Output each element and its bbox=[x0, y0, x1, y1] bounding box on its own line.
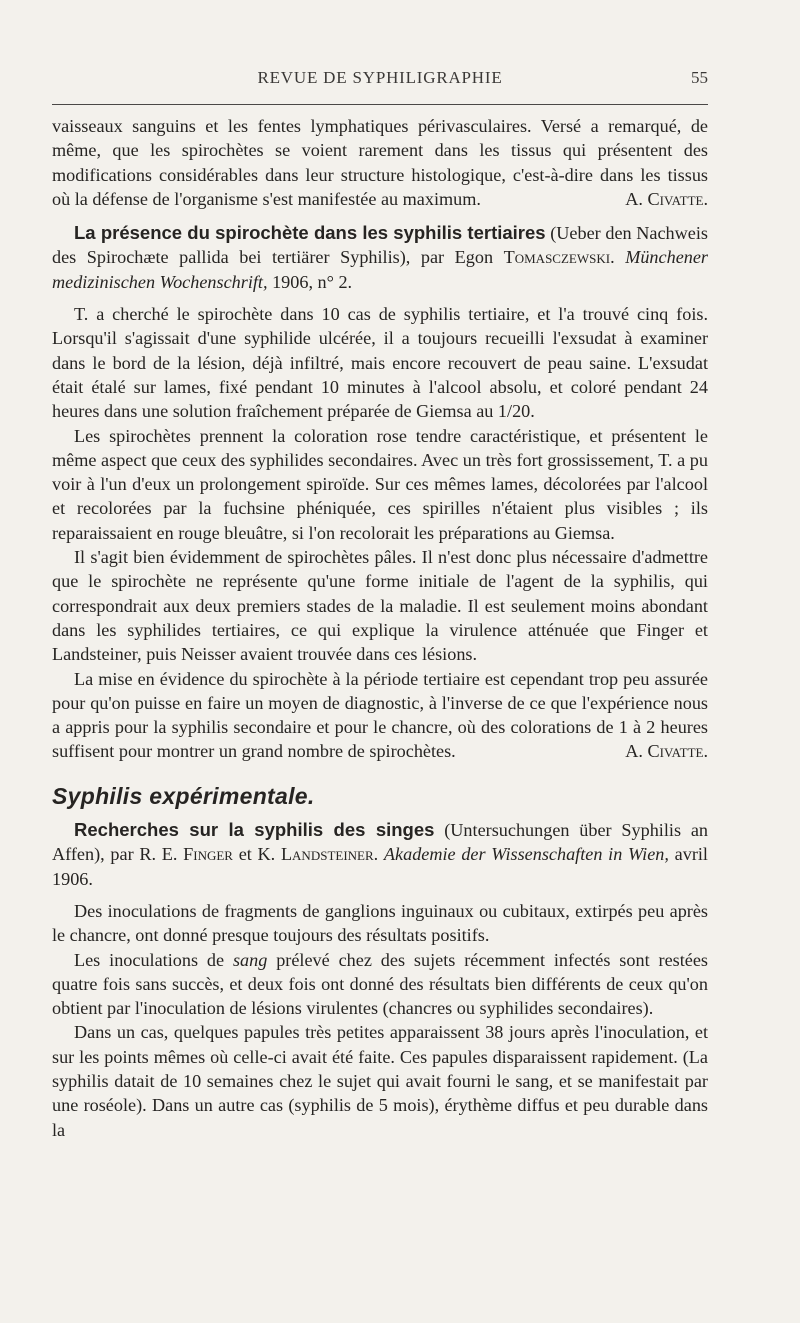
emphasis-word: sang bbox=[232, 949, 268, 970]
page-number: 55 bbox=[691, 68, 708, 87]
paragraph: Dans un cas, quelques papules très petites apparaissent 38 jours après l'inoculation, et sur les points mêmes où celle-ci avait été faite. Ces papules disparaissent rapidement. (La syphilis datait de 10 semaines chez le sujet qui avait fourni le sang, et se manifestait par une roséole). Dans un autre cas (syphilis de 5 mois), érythème diffus et peu durable dans la bbox=[52, 1022, 708, 1140]
header-rule bbox=[52, 104, 708, 105]
paragraph bbox=[52, 667, 708, 764]
paragraph: Il s'agit bien évidemment de spirochètes pâles. Il n'est donc plus nécessaire d'admettre que le spirochète ne représente qu'une forme initiale de l'agent de la syphilis, qui correspondrait aux deux premiers stades de la maladie. Il est seulement moins abondant dans les syphilides tertiaires, ce qui explique la virulence atténuée que Finger et Landsteiner, puis Neisser avaient trouvée dans ces lésions. bbox=[52, 547, 708, 665]
article-date: avril 1906. bbox=[52, 844, 708, 889]
article-journal: Münchener medizinischen Wochenschrift, bbox=[52, 247, 709, 292]
signature: A. Civatte. bbox=[625, 741, 708, 762]
article-author: Finger bbox=[183, 844, 233, 865]
paragraph: Les spirochètes prennent la coloration rose tendre caractéristique, et présentent le même aspect que ceux des syphilides secondaires. Avec un très fort grossissement, T. a pu voir à l'un d'eux un prolongement spiroïde. Sur ces mêmes lames, décolorées par l'alcool et recolorées par la fuchsine phéniquée, ces spirilles n'étaient plus visibles ; ils reparaissaient en rouge bleuâtre, si l'on recolorait les préparations au Giemsa. bbox=[52, 425, 708, 543]
article-date: 1906, n° 2. bbox=[267, 271, 353, 292]
article-conjunction: et K. bbox=[232, 844, 281, 865]
article-title: La présence du spirochète dans les syphilis tertiaires bbox=[74, 222, 546, 244]
paragraph-continuation bbox=[52, 114, 708, 211]
article-subtitle: (Untersuchungen über Syphilis an Affen), par R. E. bbox=[52, 820, 708, 865]
article-space bbox=[615, 247, 626, 267]
signature: A. Civatte. bbox=[625, 188, 708, 209]
running-title: REVUE DE SYPHILIGRAPHIE bbox=[257, 68, 503, 87]
article-title: Recherches sur la syphilis des singes bbox=[74, 819, 435, 841]
article-heading-1 bbox=[52, 221, 708, 294]
article-subtitle: (Ueber den Nachweis des Spirochæte pallida bei tertiärer Syphilis), par Egon bbox=[52, 223, 708, 268]
paragraph-text: vaisseaux sanguins et les fentes lymphatiques périvasculaires. Versé a remarqué, de même, que les spirochètes se voient rarement dans les tissus qui présentent des modifications considérables dans leur structure histologique, c'est-à-dire dans les tissus où la défense de l'organisme s'est manifestée au maximum. bbox=[52, 116, 708, 209]
paragraph-text: Les inoculations de bbox=[74, 949, 233, 970]
page-header bbox=[52, 68, 708, 98]
section-heading: Syphilis expérimentale. bbox=[52, 782, 315, 809]
paragraph: Des inoculations de fragments de ganglions inguinaux ou cubitaux, extirpés peu après le chancre, ont donné presque toujours des résultats positifs. bbox=[52, 900, 708, 946]
paragraph-text: prélevé chez des sujets récemment infectés sont restées quatre fois sans succès, et deux fois ont donné des résultats bien différents de ceux qu'on obtient par l'inoculation de lésions virulentes (chancres ou syphilides secondaires). bbox=[52, 949, 708, 1019]
paragraph: T. a cherché le spirochète dans 10 cas de syphilis tertiaire, et l'a trouvé cinq fois. Lorsqu'il s'agissait d'une syphilide ulcérée, il a toujours recueilli l'exsudat à examiner dans le bord de la lésion, déjà infiltré, mais encore recouvert de peau saine. L'exsudat était étalé sur lames, fixé pendant 10 minutes à l'alcool absolu, et coloré pendant 24 heures dans une solution fraîchement préparée de Giemsa au 1/20. bbox=[52, 304, 708, 422]
article-author: Landsteiner. bbox=[280, 844, 379, 865]
article-heading-2 bbox=[52, 818, 708, 891]
article-journal: Akademie der Wissenschaften in Wien, bbox=[383, 844, 669, 865]
paragraph-text: La mise en évidence du spirochète à la période tertiaire est cependant trop peu assurée pour qu'on puisse en faire un moyen de diagnostic, à l'inverse de ce que l'expérience nous a appris pour la syphilis secondaire et pour le chancre, où des colorations de 1 à 2 heures suffisent pour montrer un grand nombre de spirochètes. bbox=[52, 668, 708, 762]
body-text bbox=[52, 114, 708, 1142]
paragraph bbox=[52, 948, 708, 1021]
article-author: Tomasczewski. bbox=[503, 247, 615, 268]
